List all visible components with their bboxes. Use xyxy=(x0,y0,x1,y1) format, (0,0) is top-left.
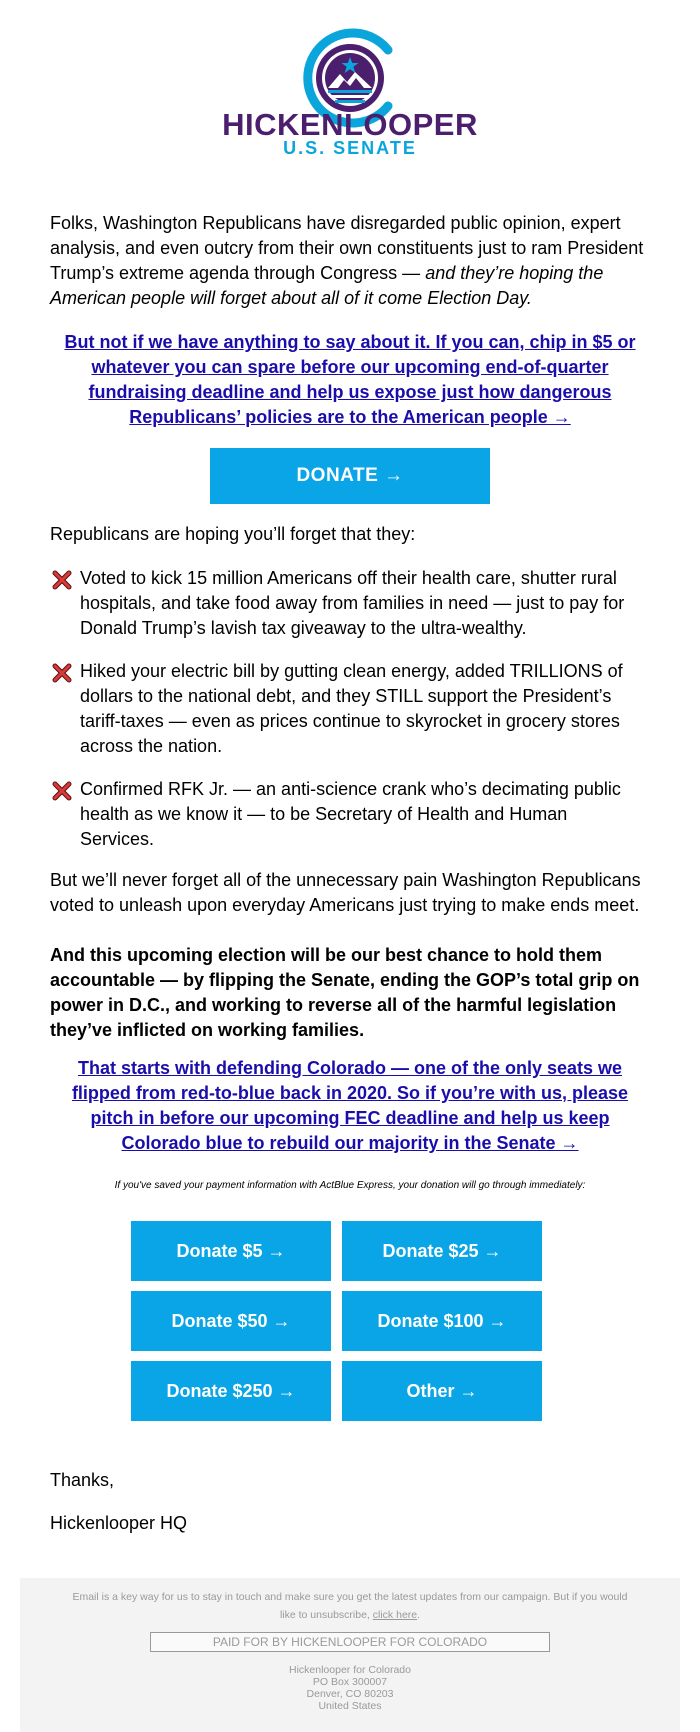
donate-other-button[interactable]: Other → xyxy=(342,1361,542,1421)
footer-message xyxy=(70,1588,630,1624)
donate-25-button[interactable]: Donate $25 → xyxy=(342,1221,542,1281)
election-paragraph: And this upcoming election will be our best chance to hold them accountable — by flipping the Senate, ending the GOP’s total grip on power in D.C., and working to reverse all of the harmful legislation they’ve inflicted on working families. xyxy=(50,945,640,1040)
cross-mark-icon xyxy=(52,781,72,801)
actblue-express-note: If you've saved your payment information with ActBlue Express, your donation will go through immediately: xyxy=(114,1180,586,1191)
donate-5-button[interactable]: Donate $5 → xyxy=(131,1221,331,1281)
unsubscribe-link[interactable]: click here xyxy=(372,1609,418,1621)
cross-mark-icon xyxy=(52,663,72,683)
list-item-text: Hiked your electric bill by gutting clean energy, added TRILLIONS of dollars to the national debt, and they STILL support the President’s tariff-taxes — even as prices continue to skyrocket in grocery stores across the nation. xyxy=(80,661,623,756)
address-line: Denver, CO 80203 xyxy=(306,1688,394,1700)
forget-lead-text: Republicans are hoping you’ll forget that they: xyxy=(50,524,416,544)
intro-text: Folks, Washington Republicans have disregarded public opinion, expert analysis, and even outcry from their own constituents just to ram President Trump’s extreme agenda through Congress — xyxy=(50,213,644,283)
footer-period: . xyxy=(417,1609,421,1621)
donate-button[interactable]: DONATE → xyxy=(210,448,490,504)
donate-100-button[interactable]: Donate $100 → xyxy=(342,1291,542,1351)
address-line: United States xyxy=(318,1700,382,1712)
intro-italic: and they’re hoping the American people will forget about all of it come Election Day. xyxy=(50,263,604,308)
email-footer xyxy=(20,1578,680,1732)
address-line: PO Box 300007 xyxy=(312,1676,388,1688)
logo-subtitle: U.S. SENATE xyxy=(283,138,417,158)
donate-250-button[interactable]: Donate $250 → xyxy=(131,1361,331,1421)
signature: Hickenlooper HQ xyxy=(50,1513,188,1533)
footer-message-text: Email is a key way for us to stay in touch and make sure you get the latest updates from our campaign. But if you would like to unsubscribe, xyxy=(72,1591,628,1621)
list-item-text: Confirmed RFK Jr. — an anti-science crank who’s decimating public health as we know it — to be Secretary of Health and Human Services. xyxy=(80,779,621,849)
donate-50-button[interactable]: Donate $50 → xyxy=(131,1291,331,1351)
never-forget-paragraph: But we’ll never forget all of the unnecessary pain Washington Republicans voted to unleash upon everyday Americans just trying to make ends meet. xyxy=(50,870,641,915)
closing-thanks: Thanks, xyxy=(50,1470,115,1490)
paid-for-disclaimer: PAID FOR BY HICKENLOOPER FOR COLORADO xyxy=(150,1632,550,1652)
cross-mark-icon xyxy=(52,570,72,590)
chip-in-link[interactable]: But not if we have anything to say about it. If you can, chip in $5 or whatever you can spare before our upcoming end-of-quarter fundraising deadline and help us expose just how dangerous Republicans’ policies are to the American people → xyxy=(64,332,636,427)
defend-colorado-link[interactable]: That starts with defending Colorado — one of the only seats we flipped from red-to-blue back in 2020. So if you’re with us, please pitch in before our upcoming FEC deadline and help us keep Colorado blue to rebuild our majority in the Senate → xyxy=(71,1058,629,1153)
logo-wordmark: HICKENLOOPER xyxy=(222,107,478,142)
list-item-text: Voted to kick 15 million Americans off their health care, shutter rural hospitals, and take food away from families in need — just to pay for Donald Trump’s lavish tax giveaway to the ultra-wealthy. xyxy=(80,568,625,638)
intro-paragraph xyxy=(50,211,650,311)
address-line: Hickenlooper for Colorado xyxy=(289,1664,411,1676)
